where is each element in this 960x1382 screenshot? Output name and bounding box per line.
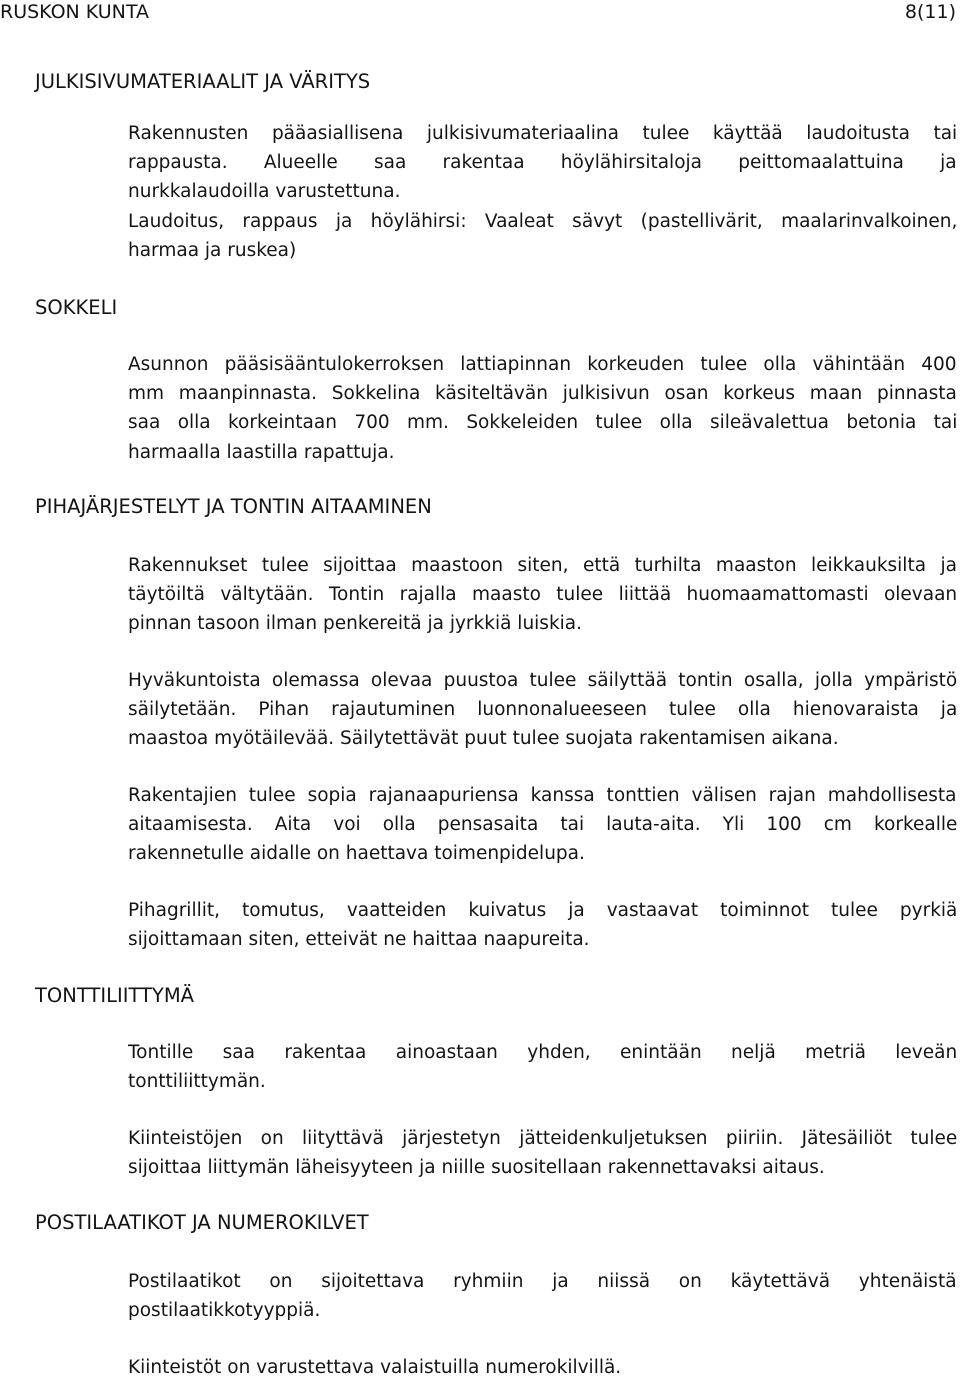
paragraph-plot-access bbox=[128, 1038, 957, 1096]
heading-plot-access: TONTTILIITTYMÄ bbox=[35, 984, 194, 1007]
text-line: Postilaatikot on sijoitettava ryhmiin ja niissä on käytettävä yhtenäistä bbox=[128, 1271, 957, 1292]
heading-plinth: SOKKELI bbox=[35, 296, 118, 319]
text-line: säilytetään. Pihan rajautuminen luonnonalueeseen tulee olla hienovaraista ja bbox=[128, 699, 957, 721]
text-line: Tontille saa rakentaa ainoastaan yhden, enintään neljä metriä leveän bbox=[128, 1042, 957, 1063]
text-line: rappausta. Alueelle saa rakentaa höylähirsitaloja peittomaalattuina ja bbox=[128, 152, 957, 174]
text-line: tonttiliittymän. bbox=[128, 1071, 266, 1093]
text-line: nurkkalaudoilla varustettuna. bbox=[128, 181, 401, 203]
heading-yard-fencing: PIHAJÄRJESTELYT JA TONTIN AITAAMINEN bbox=[35, 495, 432, 518]
header-page-number: 8(11) bbox=[904, 1, 956, 23]
text-line: harmaalla laastilla rapattuja. bbox=[128, 441, 395, 463]
heading-mailboxes: POSTILAATIKOT JA NUMEROKILVET bbox=[35, 1211, 369, 1234]
text-line: Kiinteistöt on varustettava valaistuilla numerokilvillä. bbox=[128, 1357, 622, 1378]
paragraph-mailboxes bbox=[128, 1267, 957, 1325]
text-line: Asunnon pääsisääntulokerroksen lattiapinnan korkeuden tulee olla vähintään 400 bbox=[128, 354, 957, 375]
text-line: Rakennusten pääasiallisena julkisivumateriaalina tulee käyttää laudoitusta tai bbox=[128, 123, 957, 144]
text-line: Pihagrillit, tomutus, vaatteiden kuivatus ja vastaavat toiminnot tulee pyrkiä bbox=[128, 900, 957, 921]
text-line: sijoittaa liittymän läheisyyteen ja niille suositellaan rakennettavaksi aitaus. bbox=[128, 1157, 825, 1179]
paragraph-facade-colors bbox=[128, 207, 957, 265]
text-line: postilaatikkotyyppiä. bbox=[128, 1300, 321, 1322]
paragraph-number-plates bbox=[128, 1353, 957, 1382]
text-line: aitaamisesta. Aita voi olla pensasaita tai lauta-aita. Yli 100 cm korkealle bbox=[128, 814, 957, 836]
text-line: Rakentajien tulee sopia rajanaapuriensa kanssa tonttien välisen rajan mahdollisesta bbox=[128, 785, 957, 806]
text-line: harmaa ja ruskea) bbox=[128, 240, 297, 262]
text-line: mm maanpinnasta. Sokkelina käsiteltävän julkisivun osan korkeus maan pinnasta bbox=[128, 383, 957, 405]
paragraph-yard-terrain bbox=[128, 551, 957, 639]
header-organization: RUSKON KUNTA bbox=[0, 1, 149, 23]
heading-facade-materials: JULKISIVUMATERIAALIT JA VÄRITYS bbox=[35, 70, 371, 93]
text-line: täytöiltä vältytään. Tontin rajalla maasto tulee liittää huomaamattomasti olevaan bbox=[128, 584, 957, 606]
text-line: Laudoitus, rappaus ja höylähirsi: Vaaleat sävyt (pastellivärit, maalarinvalkoinen, bbox=[128, 211, 957, 232]
paragraph-plinth bbox=[128, 350, 957, 467]
text-line: rakennetulle aidalle on haettava toimenpidelupa. bbox=[128, 843, 585, 865]
text-line: maastoa myötäilevää. Säilytettävät puut tulee suojata rakentamisen aikana. bbox=[128, 728, 839, 750]
paragraph-yard-trees bbox=[128, 666, 957, 754]
text-line: Kiinteistöjen on liityttävä järjestetyn jätteidenkuljetuksen piiriin. Jätesäiliöt tulee bbox=[128, 1128, 957, 1149]
text-line: pinnan tasoon ilman penkereitä ja jyrkkiä luiskia. bbox=[128, 613, 583, 635]
paragraph-facade-materials bbox=[128, 119, 957, 207]
text-line: sijoittamaan siten, etteivät ne haittaa naapureita. bbox=[128, 929, 590, 951]
text-line: Hyväkuntoista olemassa olevaa puustoa tulee säilyttää tontin osalla, jolla ympäristö bbox=[128, 670, 957, 691]
paragraph-fencing bbox=[128, 781, 957, 869]
text-line: Rakennukset tulee sijoittaa maastoon siten, että turhilta maaston leikkauksilta ja bbox=[128, 555, 957, 576]
text-line: saa olla korkeintaan 700 mm. Sokkeleiden tulee olla sileävalettua betonia tai bbox=[128, 412, 957, 434]
paragraph-yard-activities bbox=[128, 896, 957, 954]
paragraph-waste-collection bbox=[128, 1124, 957, 1182]
